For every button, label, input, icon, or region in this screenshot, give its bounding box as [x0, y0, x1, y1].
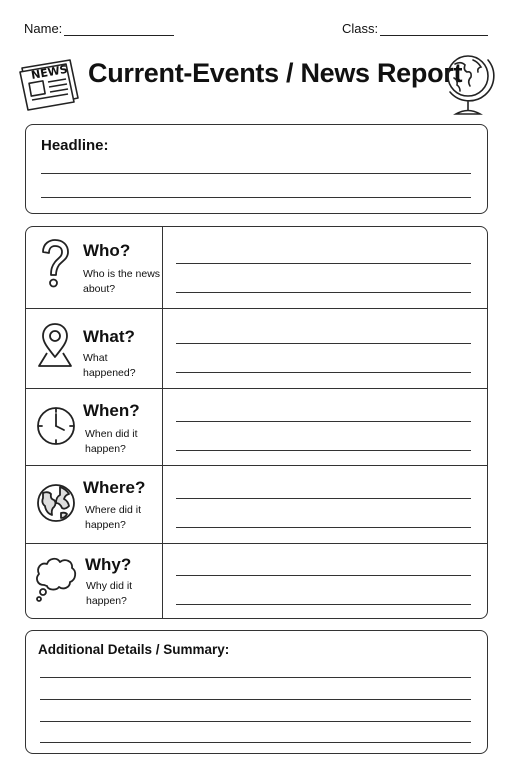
headline-line-1[interactable]	[41, 173, 471, 174]
newspaper-icon	[18, 58, 80, 110]
who-title: Who?	[83, 241, 131, 260]
where-title: Where?	[83, 478, 146, 497]
summary-box	[25, 630, 488, 754]
why-title: Why?	[85, 555, 132, 574]
thought-bubble-icon	[34, 555, 78, 605]
when-answer-line-2[interactable]	[176, 450, 471, 451]
why-answer-line-1[interactable]	[176, 575, 471, 576]
summary-label: Additional Details / Summary:	[38, 642, 230, 657]
what-title: What?	[83, 327, 135, 346]
name-field[interactable]	[64, 35, 174, 36]
what-prompt: What happened?	[83, 352, 136, 379]
who-answer-line-2[interactable]	[176, 292, 471, 293]
why-prompt: Why did it happen?	[86, 580, 133, 607]
name-label: Name:	[24, 21, 63, 36]
what-answer-line-2[interactable]	[176, 372, 471, 373]
summary-line-1[interactable]	[40, 677, 471, 678]
summary-line-4[interactable]	[40, 742, 471, 743]
questions-table	[25, 226, 488, 619]
headline-box	[25, 124, 488, 214]
column-divider	[162, 227, 163, 618]
headline-label: Headline:	[41, 137, 109, 154]
page-title: Current-Events / News Report	[88, 58, 463, 88]
where-answer-line-2[interactable]	[176, 527, 471, 528]
why-answer-line-2[interactable]	[176, 604, 471, 605]
where-prompt: Where did it happen?	[85, 504, 142, 531]
newspaper-word: NEWS	[30, 62, 69, 82]
globe-icon	[36, 483, 76, 523]
desk-globe-icon	[440, 52, 496, 118]
question-mark-icon	[38, 239, 72, 291]
row-divider	[26, 543, 487, 544]
what-answer-line-1[interactable]	[176, 343, 471, 344]
summary-line-2[interactable]	[40, 699, 471, 700]
when-title: When?	[83, 401, 140, 420]
who-prompt: Who is the news about?	[83, 268, 161, 295]
where-answer-line-1[interactable]	[176, 498, 471, 499]
when-prompt: When did it happen?	[85, 428, 138, 455]
class-label: Class:	[342, 21, 379, 36]
when-answer-line-1[interactable]	[176, 421, 471, 422]
map-pin-icon	[37, 323, 73, 369]
headline-line-2[interactable]	[41, 197, 471, 198]
row-divider	[26, 465, 487, 466]
class-field[interactable]	[380, 35, 488, 36]
summary-line-3[interactable]	[40, 721, 471, 722]
row-divider	[26, 308, 487, 309]
who-answer-line-1[interactable]	[176, 263, 471, 264]
row-divider	[26, 388, 487, 389]
clock-icon	[36, 406, 76, 446]
